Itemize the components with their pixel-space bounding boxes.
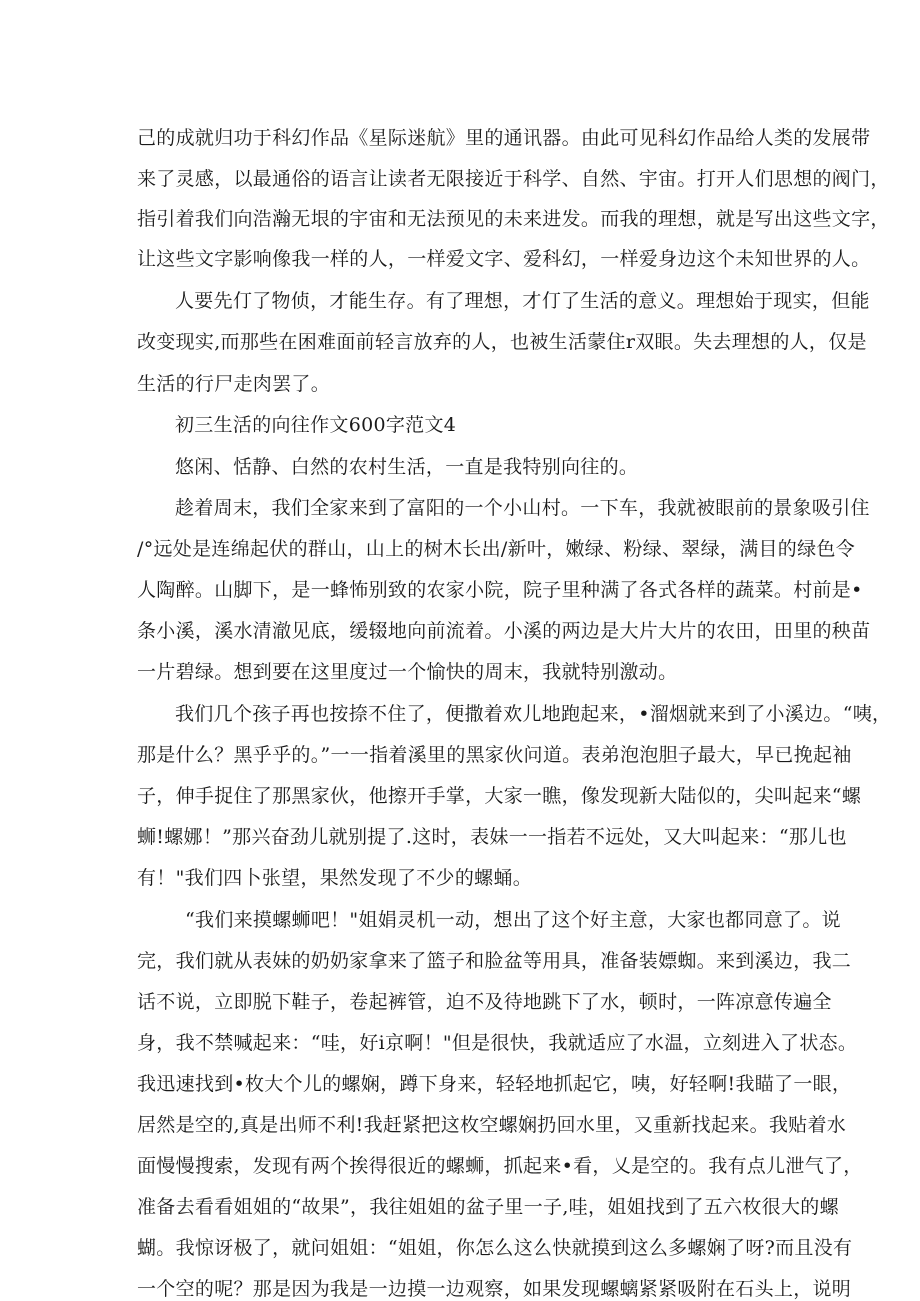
section-heading: 初三生活的向往作文600字范文4	[175, 414, 457, 436]
text-line: 让这些文字影响像我一样的人，一样爱文字、爱科幻，一样爱身边这个未知世界的人。	[137, 248, 871, 270]
text-line: 条小溪，溪水清澈见底，缓辍地向前流着。小溪的两边是大片大片的农田，田里的秧苗	[137, 620, 871, 642]
text-line: 一个空的呢？那是因为我是一边摸一边观察，如果发现螺螭紧紧吸附在石头上，说明	[137, 1278, 852, 1300]
text-line: 人要先仃了物侦，才能生存。有了理想，才仃了生活的意义。理想始于现实，但能	[175, 290, 870, 312]
text-line: 蛳!螺娜！”那兴奋劲儿就别提了.这时，表妹一一指若不远处，又大叫起来：“那儿也	[137, 826, 847, 848]
text-line: 趁着周末，我们全家来到了富阳的一个小山村。一下车，我就被眼前的景象吸引住	[175, 497, 870, 519]
text-line: 面慢慢搜索，发现有两个挨得很近的螺蛳，抓起来•看，乂是空的。我有点儿泄气了，	[137, 1155, 863, 1177]
text-line: 子，伸手捉住了那黑家伙，他擦开手掌，大家一瞧，像发现新大陆似的，尖叫起来“螺	[137, 785, 862, 807]
text-line: 话不说，立即脱下鞋子，卷起裤管，迫不及待地跳下了水，顿时，一阵凉意传遍全	[137, 991, 832, 1013]
text-line: 那是什么？黑乎乎的。”一一指着溪里的黑家伙问道。表弟泡泡胆子最大，早已挽起袖	[137, 744, 852, 766]
text-line: 居然是空的,真是出师不利!我赶紧把这枚空螺娴扔回水里，又重新找起来。我贴着水	[137, 1114, 847, 1136]
text-line: “我们来摸螺蛳吧！"姐娟灵机一动，想出了这个好主意，大家也都同意了。说	[185, 909, 841, 931]
text-line: 身，我不禁喊起来：“哇，好i京啊！"但是很快，我就适应了水温，立刻进入了状态。	[137, 1032, 858, 1054]
text-line: 我们几个孩子再也按捺不住了，便撒着欢儿地跑起来，•溜烟就来到了小溪边。“咦，	[175, 703, 892, 725]
text-line: 人陶醉。山脚下，是一蜂怖别致的农家小院，院子里种满了各式各样的蔬菜。村前是•	[137, 579, 863, 601]
text-line: 准备去看看姐姐的“故果”，我往姐姐的盆子里一子,哇，姐姐找到了五六枚很大的螺	[137, 1196, 839, 1218]
text-line: 己的成就归功于科幻作品《星际迷航》里的通讯器。由此可见科幻作品给人类的发展带	[137, 127, 871, 149]
text-line: 悠闲、恬静、白然的农村生活，一直是我特别向往的。	[175, 456, 639, 478]
text-line: 生活的行尸走肉罢了。	[137, 373, 331, 395]
text-line: 来了灵感，以最通俗的语言让读者无限接近于科学、自然、宇宙。打开人们思想的阀门，	[137, 168, 890, 190]
text-line: /°远处是连绵起伏的群山，山上的树木长出/新叶，嫩绿、粉绿、翠绿，满目的绿色令	[137, 538, 856, 560]
text-line: 有！"我们四卜张望，果然发现了不少的螺蛹。	[137, 867, 533, 889]
text-line: 一片碧绿。想到要在这里度过一个愉快的周末，我就特别激动。	[137, 661, 678, 683]
text-line: 我迅速找到•枚大个儿的螺娴，蹲下身来，轻轻地抓起它，咦，好轻啊!我瞄了一眼，	[137, 1073, 852, 1095]
text-line: 蝴。我惊讶极了，就问姐姐：“姐姐，你怎么这么快就摸到这么多螺娴了呀?而且没有	[137, 1237, 853, 1259]
text-line: 完，我们就从表妹的奶奶家拿来了篮子和脸盆等用具，准备装嫖蜘。来到溪边，我二	[137, 950, 852, 972]
text-line: 改变现实,而那些在困难面前轻言放弃的人，也被生活蒙住r双眼。失去理想的人，仅是	[137, 331, 867, 353]
text-line: 指引着我们向浩瀚无垠的宇宙和无法预见的未来进发。而我的理想，就是写出这些文字，	[137, 208, 890, 230]
